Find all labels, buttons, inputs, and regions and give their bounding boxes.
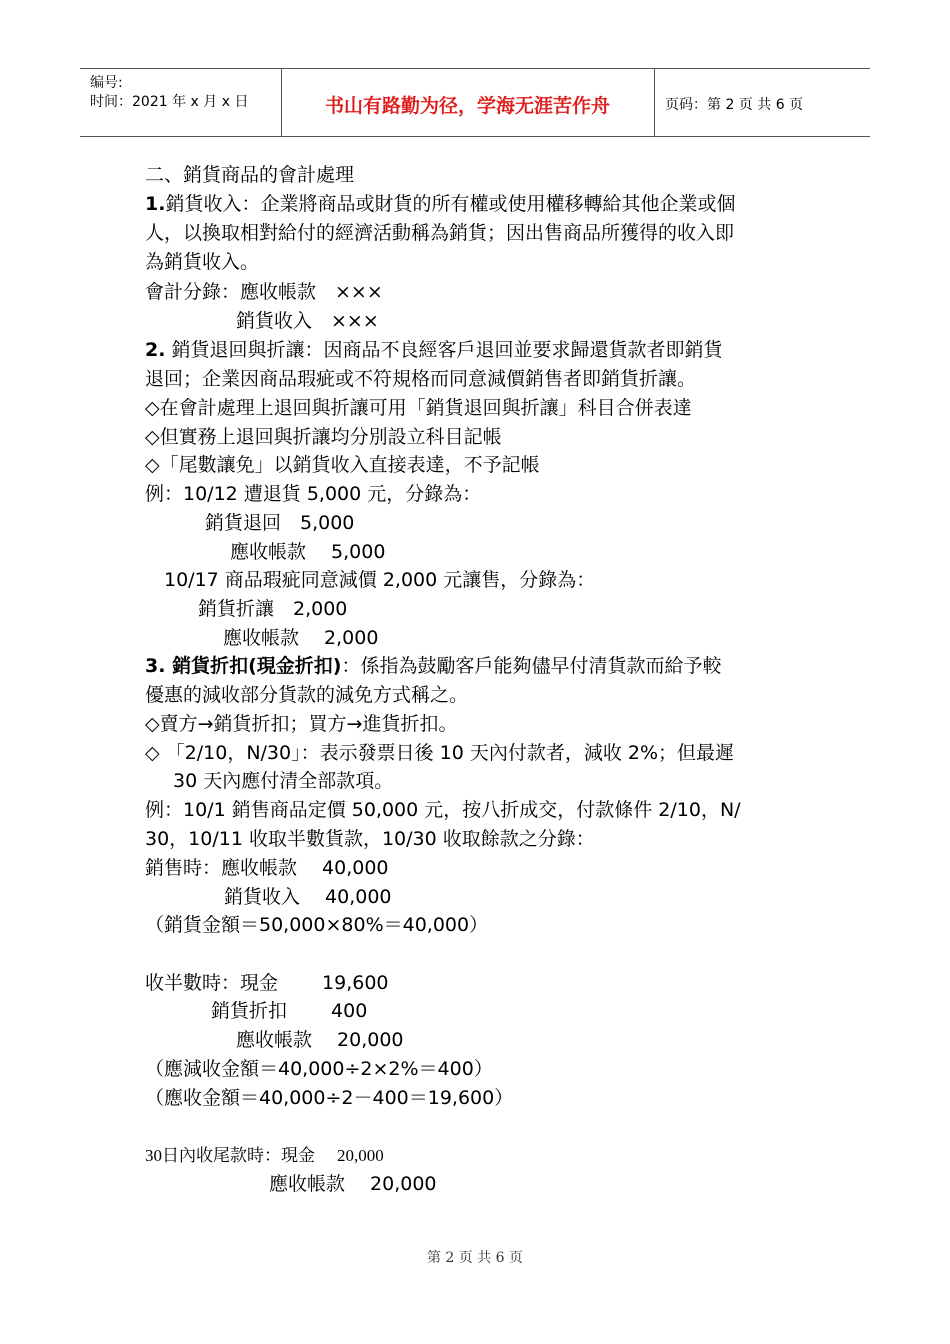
item1-line1 xyxy=(145,191,735,217)
sale-amount-note: （銷貨金額＝50,000×80%＝40,000） xyxy=(145,914,489,936)
item2-bullet1: ◇在會計處理上退回與折讓可用「銷貨退回與折讓」科目合併表達 xyxy=(145,397,692,419)
section-title: 二、銷貨商品的會計處理 xyxy=(145,164,355,186)
discount-calc-note: （應減收金額＝40,000÷2×2%＝400） xyxy=(145,1058,493,1080)
example3-line2: 30，10/11 收取半數貨款，10/30 收取餘款之分錄： xyxy=(145,828,595,850)
example2-debit2: 銷貨折讓 2,000 xyxy=(198,598,348,620)
half-payment-debit-cash: 收半數時：現金 19,600 xyxy=(145,972,389,994)
item3-number: 3. xyxy=(145,655,166,677)
example3-line1: 例：10/1 銷售商品定價 50,000 元，按八折成交，付款條件 2/10，N/ xyxy=(145,799,741,821)
final-payment-credit: 應收帳款 20,000 xyxy=(269,1173,437,1195)
header-page-info: 页码：第 2 页 共 6 页 xyxy=(665,97,804,113)
item2-text: 銷貨退回與折讓：因商品不良經客戶退回並要求歸還貨款者即銷貨 xyxy=(165,339,723,361)
item3-bullet2-cont: 30 天內應付清全部款項。 xyxy=(173,770,394,792)
item2-number: 2. xyxy=(145,339,166,361)
half-payment-credit: 應收帳款 20,000 xyxy=(236,1029,404,1051)
header-page-cell xyxy=(655,69,870,136)
received-calc-note: （應收金額＝40,000÷2－400＝19,600） xyxy=(145,1087,514,1109)
item2-line2: 退回；企業因商品瑕疵或不符規格而同意減價銷售者即銷貨折讓。 xyxy=(145,368,697,390)
item2-bullet3: ◇「尾數讓免」以銷貨收入直接表達，不予記帳 xyxy=(145,454,540,476)
document-date-label: 时间：2021 年 x 月 x 日 xyxy=(90,94,249,110)
example2-credit2: 應收帳款 2,000 xyxy=(223,627,379,649)
item3-line1 xyxy=(145,653,721,679)
document-number-label: 编号: xyxy=(90,75,123,91)
entry1-credit: 銷貨收入 ××× xyxy=(236,310,379,332)
final-payment-debit xyxy=(145,1142,384,1169)
final-day-count: 30 xyxy=(145,1146,162,1165)
item3-line2: 優惠的減收部分貨款的減免方式稱之。 xyxy=(145,684,469,706)
sale-entry-credit: 銷貨收入 40,000 xyxy=(224,886,392,908)
item3-text: ：係指為鼓勵客戶能夠儘早付清貨款而給予較 xyxy=(341,655,722,677)
final-payment-label: 日內收尾款時：現金 xyxy=(162,1146,315,1166)
item3-bullet2: ◇ 「2/10，N/30」：表示發票日後 10 天內付款者，減收 2%；但最遲 xyxy=(145,742,735,764)
example2-debit: 銷貨退回 5,000 xyxy=(205,512,355,534)
header-meta-cell xyxy=(80,69,282,136)
sale-entry-debit: 銷售時：應收帳款 40,000 xyxy=(145,857,389,879)
item1-text: 銷貨收入：企業將商品或財貨的所有權或使用權移轉給其他企業或個 xyxy=(165,193,736,215)
example2-intro2: 10/17 商品瑕疵同意減價 2,000 元讓售，分錄為： xyxy=(164,569,596,591)
item3-title: 銷貨折扣(現金折扣) xyxy=(165,655,342,677)
half-payment-debit-discount: 銷貨折扣 400 xyxy=(211,1000,368,1022)
page-header xyxy=(80,68,870,137)
page-footer: 第 2 页 共 6 页 xyxy=(426,1250,524,1266)
item2-line1 xyxy=(145,337,723,363)
entry1-debit: 會計分錄：應收帳款 ××× xyxy=(145,281,383,303)
item1-line2: 人，以換取相對給付的經濟活動稱為銷貨；因出售商品所獲得的收入即 xyxy=(145,222,735,244)
example2-credit: 應收帳款 5,000 xyxy=(230,541,386,563)
final-payment-amount: 20,000 xyxy=(337,1146,384,1165)
item1-number: 1. xyxy=(145,193,166,215)
item1-line3: 為銷貨收入。 xyxy=(145,251,260,273)
item2-bullet2: ◇但實務上退回與折讓均分別設立科目記帳 xyxy=(145,426,502,448)
header-motto: 书山有路勤为径，学海无涯苦作舟 xyxy=(324,95,610,117)
header-motto-cell xyxy=(281,69,655,136)
item3-bullet1: ◇賣方→銷貨折扣；買方→進貨折扣。 xyxy=(145,713,458,735)
example2-intro: 例：10/12 遭退貨 5,000 元，分錄為： xyxy=(145,483,482,505)
